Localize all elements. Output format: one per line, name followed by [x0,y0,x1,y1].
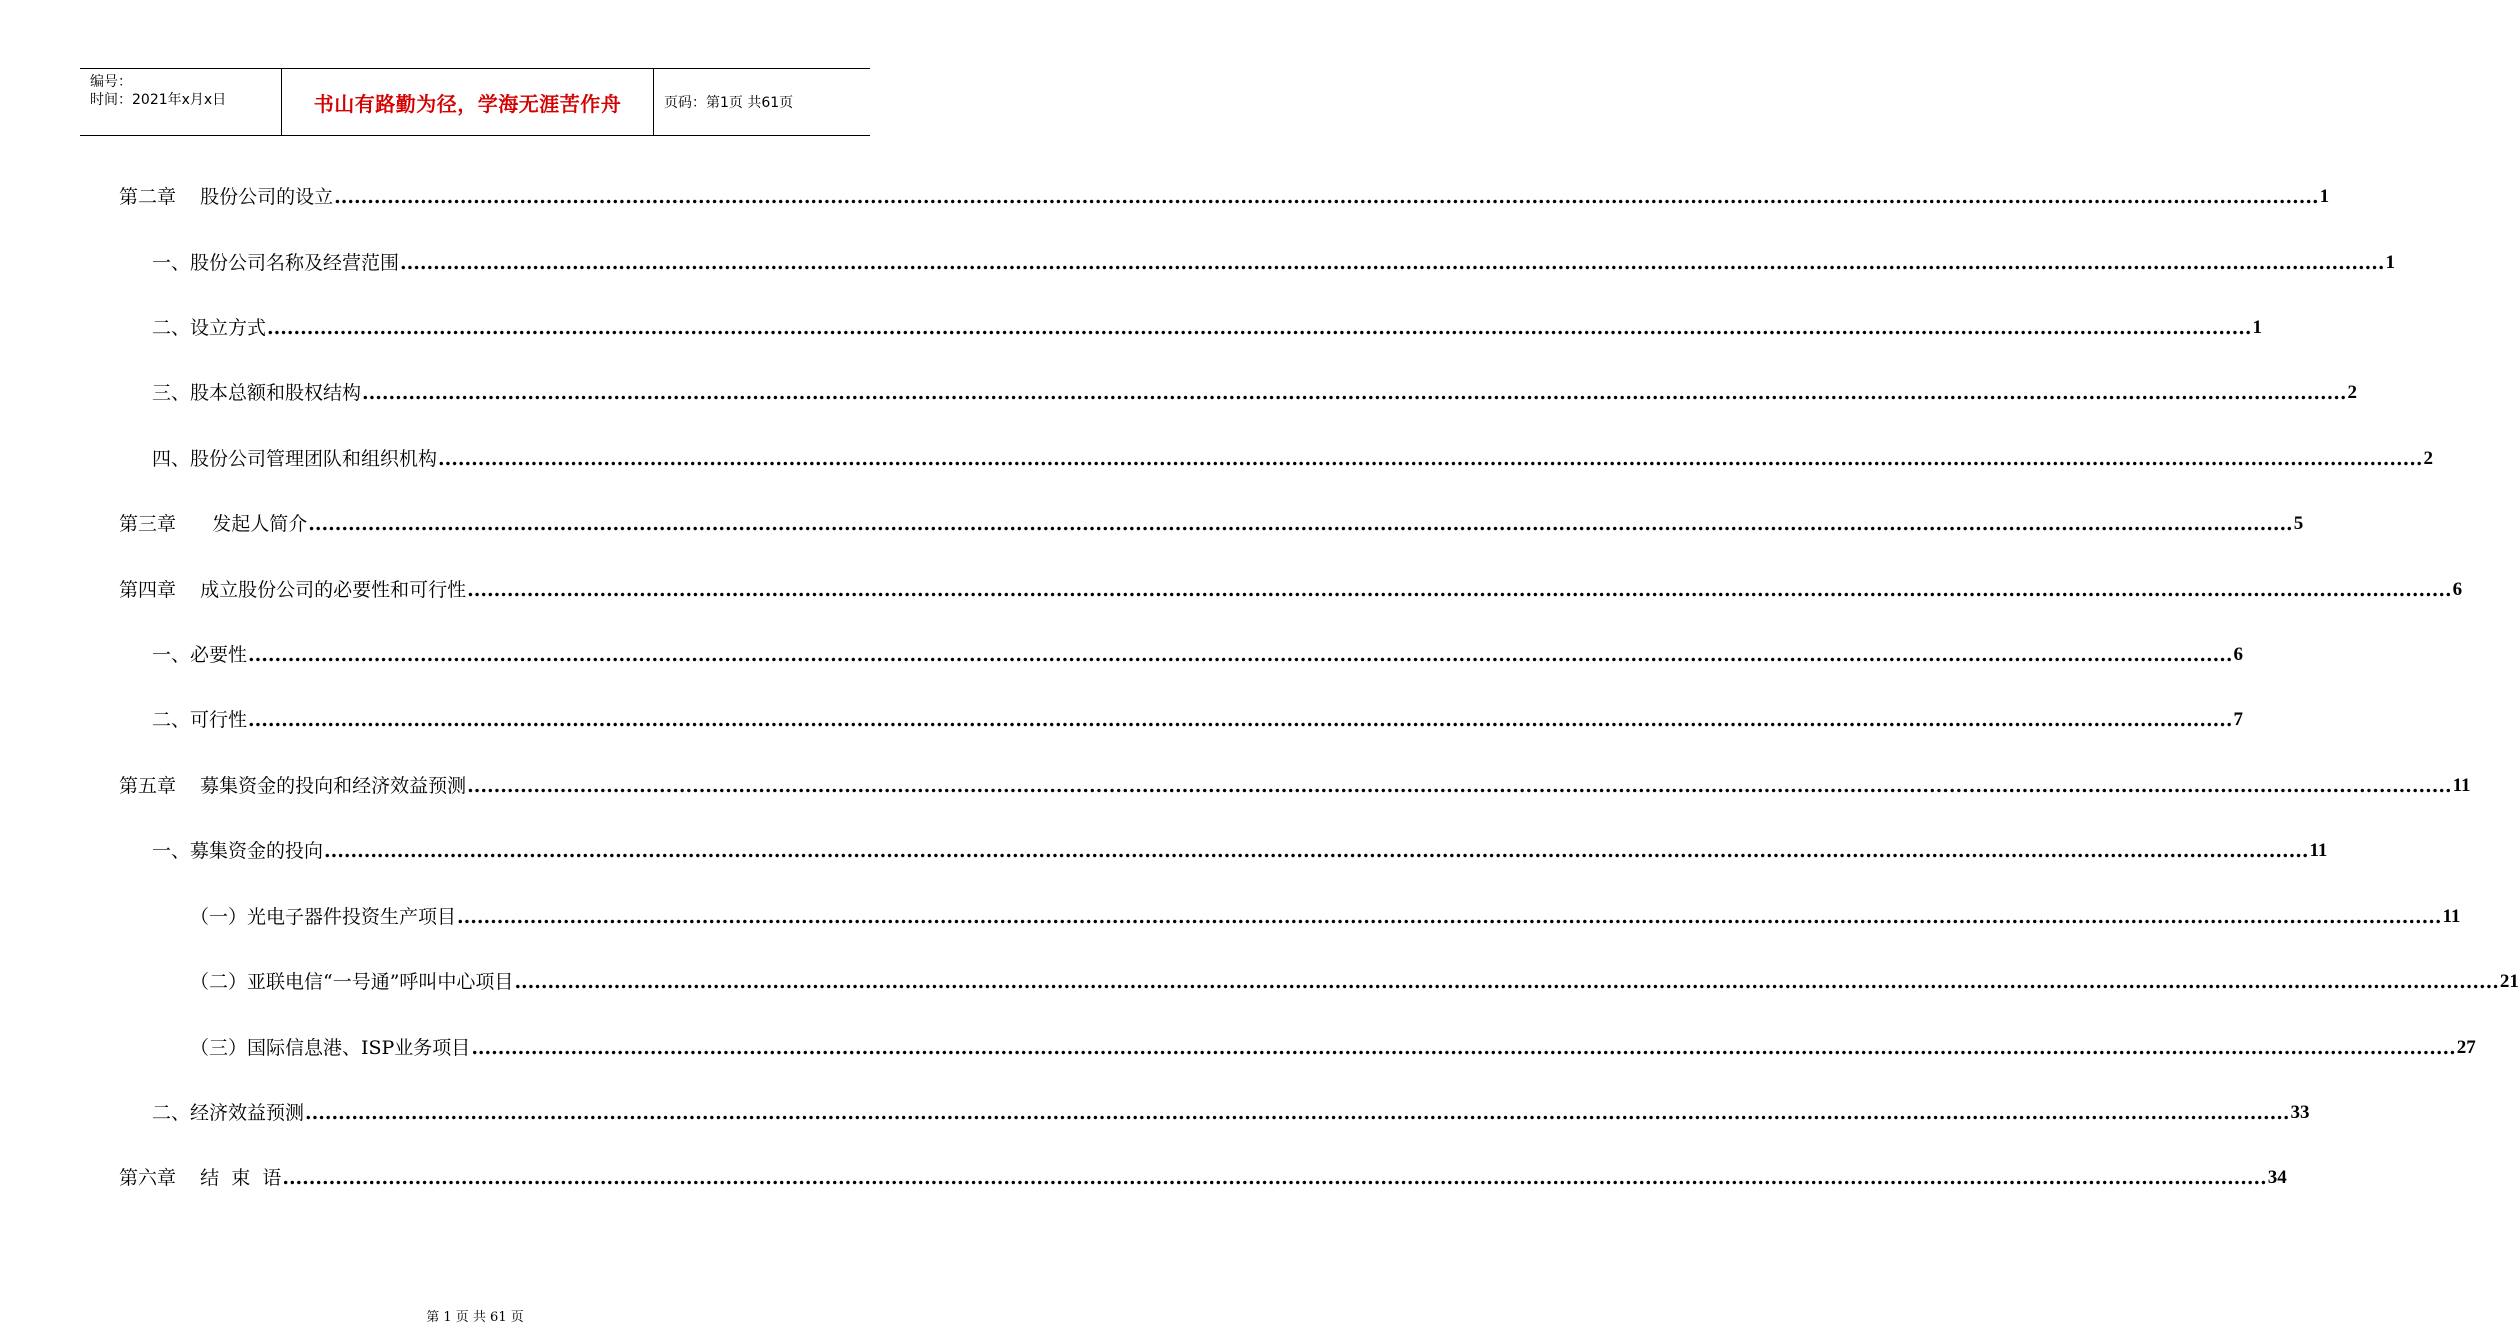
toc-entry[interactable] [119,577,2463,603]
toc-leader-dots: ............................................................................................................................................................................................................................................................................................................ [514,971,2499,993]
toc-entry-title: 四、股份公司管理团队和组织机构 [152,448,438,470]
toc-leader-dots: ............................................................................................................................................................................................................................................................................................................ [438,448,2423,470]
toc-entry-title: 二、经济效益预测 [152,1102,305,1124]
toc-entry-page: 27 [2456,1037,2476,1058]
toc-entry[interactable] [152,446,2433,472]
toc-entry-page: 11 [2442,906,2461,927]
toc-leader-dots: ............................................................................................................................................................................................................................................................................................................ [471,1037,2456,1059]
page-header [80,68,870,136]
toc-entry[interactable] [152,838,2328,864]
toc-entry[interactable] [152,1100,2310,1126]
toc-entry-title: 第二章 股份公司的设立 [119,186,334,208]
toc-entry[interactable] [152,380,2357,406]
toc-entry-page: 7 [2233,709,2243,730]
toc-entry-page: 33 [2290,1102,2310,1123]
toc-entry-page: 2 [2347,382,2357,403]
toc-leader-dots: ............................................................................................................................................................................................................................................................................................................ [267,317,2252,339]
toc-leader-dots: ............................................................................................................................................................................................................................................................................................................ [282,1167,2267,1189]
toc-entry-title: 第三章 发起人简介 [119,513,308,535]
toc-leader-dots: ............................................................................................................................................................................................................................................................................................................ [305,1102,2290,1124]
header-page-info: 页码：第1页 共61页 [664,95,794,111]
toc-entry[interactable] [119,184,2330,210]
number-label: 编号： [90,74,132,90]
toc-entry-title: 二、可行性 [152,709,248,731]
toc-entry-title: 第四章 成立股份公司的必要性和可行性 [119,579,467,601]
toc-entry[interactable] [190,969,2519,995]
toc-entry-page: 5 [2293,513,2304,534]
toc-entry[interactable] [152,250,2395,276]
toc-entry-title: （一）光电子器件投资生产项目 [190,906,457,928]
toc-entry-page: 6 [2233,644,2243,665]
toc-entry[interactable] [152,642,2243,668]
toc-entry[interactable] [152,707,2243,733]
toc-entry-page: 1 [2252,317,2262,338]
toc-entry-title: 一、必要性 [152,644,248,666]
toc-leader-dots: ............................................................................................................................................................................................................................................................................................................ [362,382,2347,404]
toc-entry-page: 2 [2423,448,2433,469]
toc-entry-title: 第六章 结 束 语 [119,1167,282,1189]
toc-entry-title: 一、股份公司名称及经营范围 [152,252,400,274]
toc-entry-page: 6 [2452,579,2463,600]
toc-entry[interactable] [119,511,2304,537]
toc-entry-title: （三）国际信息港、ISP业务项目 [190,1037,471,1059]
toc-leader-dots: ............................................................................................................................................................................................................................................................................................................ [334,186,2319,208]
toc-entry[interactable] [152,315,2262,341]
toc-entry-title: 二、设立方式 [152,317,267,339]
toc-entry-page: 1 [2385,252,2395,273]
toc-entry-title: 一、募集资金的投向 [152,840,324,862]
toc-entry[interactable] [190,1035,2476,1061]
header-motto: 书山有路勤为径，学海无涯苦作舟 [282,69,654,135]
toc-leader-dots: ............................................................................................................................................................................................................................................................................................................ [400,252,2385,274]
toc-leader-dots: ............................................................................................................................................................................................................................................................................................................ [467,775,2452,797]
toc-leader-dots: ............................................................................................................................................................................................................................................................................................................ [308,513,2293,535]
toc-leader-dots: ............................................................................................................................................................................................................................................................................................................ [248,644,2233,666]
toc-leader-dots: ............................................................................................................................................................................................................................................................................................................ [324,840,2309,862]
toc-leader-dots: ............................................................................................................................................................................................................................................................................................................ [248,709,2233,731]
toc-entry-page: 1 [2319,186,2330,207]
toc-entry-page: 21 [2499,971,2519,992]
toc-entry[interactable] [190,904,2461,930]
toc-entry[interactable] [119,773,2471,799]
toc-entry-title: （二）亚联电信“一号通”呼叫中心项目 [190,971,514,993]
toc-entry-page: 34 [2267,1167,2287,1188]
toc-entry-page: 11 [2452,775,2471,796]
header-meta [80,69,282,135]
toc-entry-title: 三、股本总额和股权结构 [152,382,362,404]
toc-leader-dots: ............................................................................................................................................................................................................................................................................................................ [467,579,2452,601]
toc-entry-title: 第五章 募集资金的投向和经济效益预测 [119,775,467,797]
toc-entry[interactable] [119,1165,2287,1191]
toc-leader-dots: ............................................................................................................................................................................................................................................................................................................ [457,906,2442,928]
toc-entry-page: 11 [2309,840,2328,861]
time-label: 时间：2021年x月x日 [90,92,227,108]
page-footer: 第 1 页 共 61 页 [426,1310,524,1325]
